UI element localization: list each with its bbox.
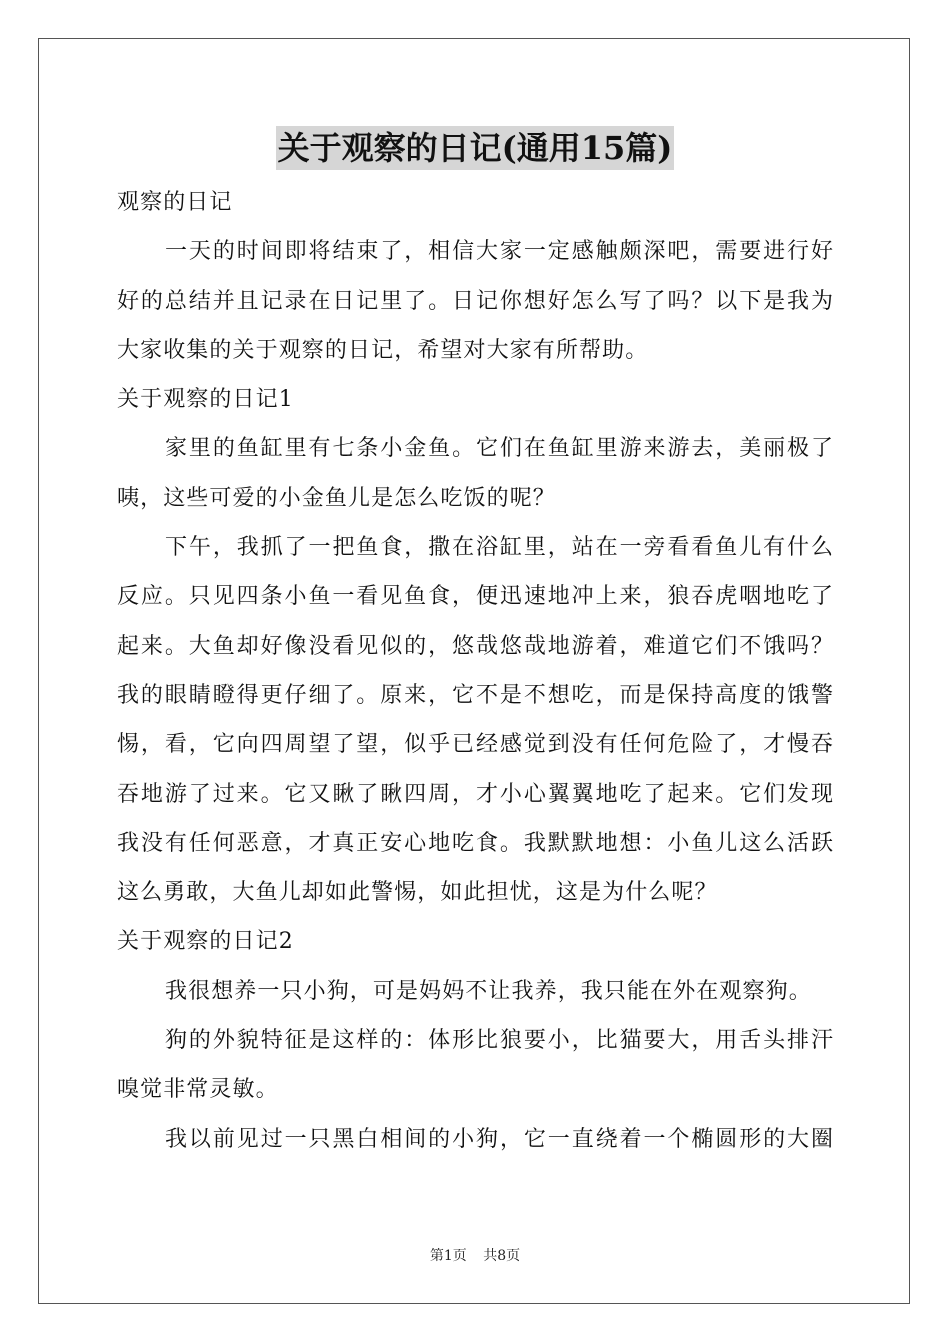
page-number: 第1页 [429, 1248, 467, 1264]
paragraph-line: 咦，这些可爱的小金鱼儿是怎么吃饭的呢？ [117, 485, 556, 511]
paragraph-line: 惕，看，它向四周望了望，似乎已经感觉到没有任何危险了，才慢吞 [117, 732, 833, 758]
title-container [0, 126, 950, 170]
paragraph-line: 反应。只见四条小鱼一看见鱼食，便迅速地冲上来，狼吞虎咽地吃了 [117, 584, 833, 610]
page-footer [0, 1245, 950, 1265]
section-heading: 观察的日记 [117, 190, 233, 215]
paragraph-line: 吞地游了过来。它又瞅了瞅四周，才小心翼翼地吃了起来。它们发现 [117, 781, 833, 807]
paragraph-line: 大家收集的关于观察的日记，希望对大家有所帮助。 [117, 337, 649, 363]
section-heading: 关于观察的日记2 [117, 929, 294, 955]
paragraph-line: 起来。大鱼却好像没看见似的，悠哉悠哉地游着，难道它们不饿吗？ [117, 633, 833, 659]
total-pages: 共8页 [483, 1248, 521, 1264]
paragraph-line: 这么勇敢，大鱼儿却如此警惕，如此担忧，这是为什么呢？ [117, 880, 718, 906]
paragraph-line: 家里的鱼缸里有七条小金鱼。它们在鱼缸里游来游去，美丽极了 [165, 436, 833, 462]
paragraph-line: 我以前见过一只黑白相间的小狗，它一直绕着一个椭圆形的大圈 [165, 1126, 833, 1152]
paragraph-line: 我没有任何恶意，才真正安心地吃食。我默默地想：小鱼儿这么活跃 [117, 830, 833, 856]
paragraph-line: 下午，我抓了一把鱼食，撒在浴缸里，站在一旁看看鱼儿有什么 [165, 535, 833, 561]
paragraph-line: 好的总结并且记录在日记里了。日记你想好怎么写了吗？以下是我为 [117, 288, 833, 314]
document-body [117, 178, 833, 1164]
section-heading: 关于观察的日记1 [117, 387, 294, 413]
paragraph-line: 我的眼睛瞪得更仔细了。原来，它不是不想吃，而是保持高度的饿警 [117, 682, 833, 708]
paragraph-line: 狗的外貌特征是这样的：体形比狼要小，比猫要大，用舌头排汗 [165, 1028, 833, 1054]
paragraph-line: 嗅觉非常灵敏。 [117, 1077, 279, 1103]
document-title: 关于观察的日记(通用15篇) [276, 126, 675, 170]
paragraph-line: 我很想养一只小狗，可是妈妈不让我养，我只能在外在观察狗。 [165, 978, 812, 1004]
paragraph-line: 一天的时间即将结束了，相信大家一定感触颇深吧，需要进行好 [165, 239, 833, 265]
